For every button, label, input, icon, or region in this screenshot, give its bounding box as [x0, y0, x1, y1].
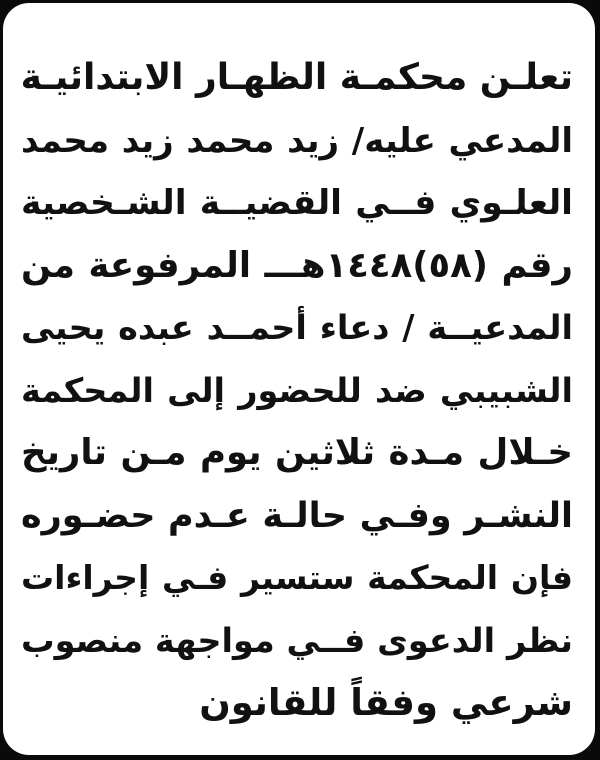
notice-card [3, 3, 595, 755]
notice-line-6: الشبيبي ضد للحضور إلى المحكمة [21, 370, 573, 410]
notice-line-3: العلـوي فــي القضيــة الشـخصية [21, 183, 573, 223]
notice-line-8: النشـر وفـي حالـة عـدم حضـوره [21, 495, 573, 536]
notice-line-5: المدعيــة / دعاء أحمــد عبده يحيى [21, 308, 573, 347]
notice-line-11: شرعي وفقاً للقانون [199, 681, 573, 724]
notice-line-9: فإن المحكمة ستسير فـي إجراءات [21, 558, 573, 597]
court-notice-text [21, 47, 573, 735]
notice-line-1: تعلـن محكمـة الظهـار الابتدائيـة [20, 57, 573, 98]
notice-line-7: خـلال مـدة ثلاثين يوم مـن تاريخ [21, 432, 573, 473]
notice-line-4: رقم (٥٨)١٤٤٨ھـــ المرفوعة من [21, 244, 573, 286]
notice-line-10: نظر الدعوى فــي مواجهة منصوب [21, 620, 573, 660]
notice-line-2: المدعي عليه/ زيد محمد زيد محمد [21, 120, 573, 161]
